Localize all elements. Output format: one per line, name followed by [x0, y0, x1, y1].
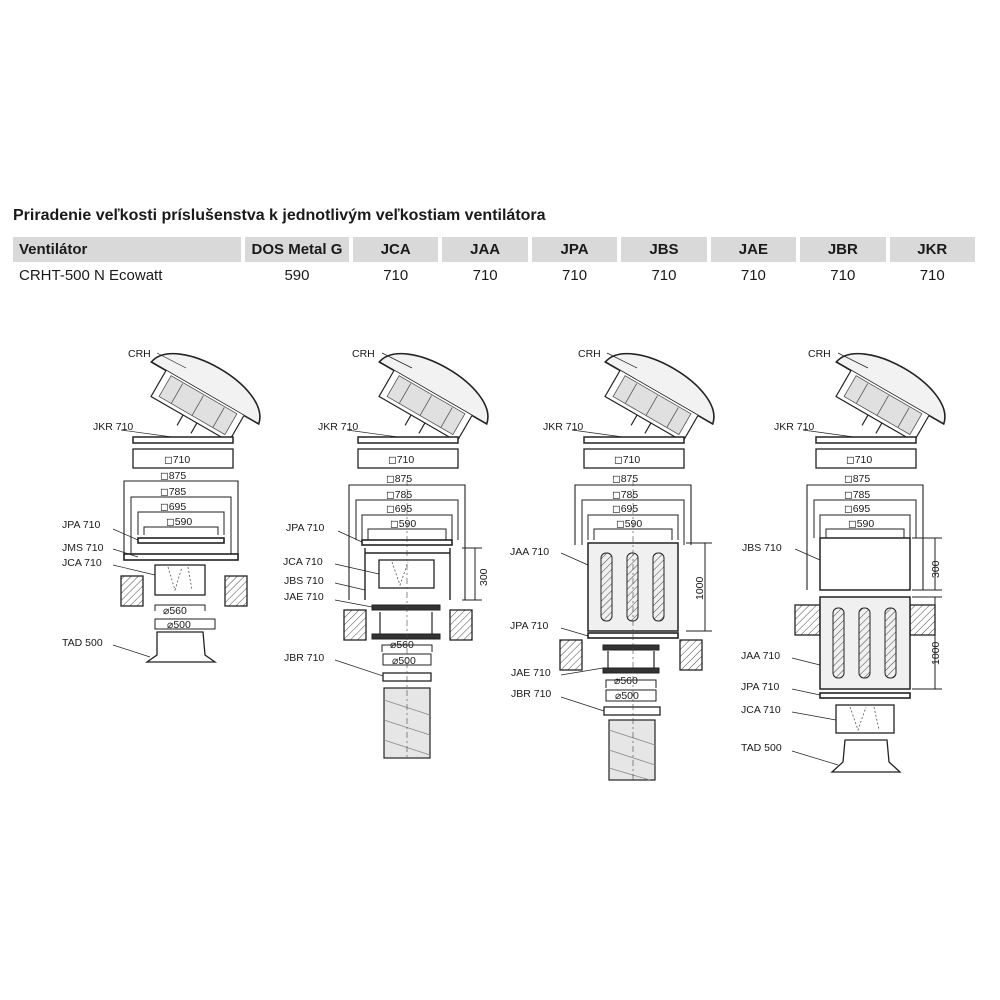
- leader-line: [792, 751, 838, 765]
- label-jae-2: JAE 710: [284, 591, 324, 603]
- dim-785-1: ◻785: [160, 486, 187, 498]
- dim-785-4: ◻785: [844, 489, 871, 501]
- jpa-plate-4: [820, 693, 910, 698]
- dim-bracket-590-4: [826, 529, 904, 538]
- leader-line: [792, 689, 820, 695]
- diagram-2: [283, 337, 501, 760]
- header-jkr: JKR: [890, 237, 975, 262]
- label-jca-1: JCA 710: [62, 557, 102, 569]
- leader-line: [561, 697, 604, 711]
- label-tad-1: TAD 500: [62, 637, 103, 649]
- label-jaa-4: JAA 710: [741, 650, 781, 662]
- header-jca: JCA: [353, 237, 438, 262]
- dim-875-2: ◻875: [386, 473, 413, 485]
- leader-line: [335, 660, 383, 676]
- dim-875-1: ◻875: [160, 470, 187, 482]
- label-jae-3: JAE 710: [511, 667, 551, 679]
- silencer-baffle: [859, 608, 870, 678]
- dim-500-3: ⌀500: [615, 690, 639, 702]
- dim-785-2: ◻785: [386, 489, 413, 501]
- dim-590-3: ◻590: [616, 518, 643, 530]
- label-jca-2: JCA 710: [283, 556, 323, 568]
- cell-jbr: 710: [830, 266, 856, 284]
- silencer-baffle: [601, 553, 612, 621]
- leader-line: [113, 645, 150, 657]
- page-title: Priradenie veľkosti príslušenstva k jednotlivým veľkostiam ventilátora: [13, 207, 546, 224]
- label-jca-4: JCA 710: [741, 704, 781, 716]
- leader-line: [792, 712, 836, 720]
- roof-left-1: [121, 576, 143, 606]
- label-jpa-2: JPA 710: [286, 522, 325, 534]
- header-jae: JAE: [711, 237, 796, 262]
- label-jbs-4: JBS 710: [742, 542, 782, 554]
- leader-line: [335, 583, 365, 590]
- jca-damper-4: [836, 705, 894, 733]
- tad-nozzle-4: [832, 740, 900, 772]
- roof-left-3: [560, 640, 582, 670]
- dim-1000-4: 1000: [930, 641, 942, 665]
- jae-bottom-3: [603, 668, 659, 673]
- dim-560-3: ⌀560: [614, 675, 638, 687]
- dim-560-2: ⌀560: [390, 639, 414, 651]
- cell-jaa: 710: [472, 266, 498, 284]
- jms-plate-1: [124, 554, 238, 560]
- label-jpa-4: JPA 710: [741, 681, 780, 693]
- silencer-baffle: [627, 553, 638, 621]
- leader-line: [335, 564, 379, 574]
- dim-695-3: ◻695: [612, 503, 639, 515]
- dim-560-1: ⌀560: [163, 605, 187, 617]
- jkr-plate-3: [584, 437, 684, 443]
- tad-nozzle-1: [147, 632, 215, 662]
- jkr-plate-1: [133, 437, 233, 443]
- dim-710-1: ◻710: [164, 454, 191, 466]
- label-jaa-3: JAA 710: [510, 546, 550, 558]
- label-crh-3: CRH: [578, 348, 601, 360]
- header-ventilator: Ventilátor: [13, 237, 241, 262]
- cell-jae: 710: [740, 266, 766, 284]
- label-jbs-2: JBS 710: [284, 575, 324, 587]
- label-jbr-2: JBR 710: [284, 652, 325, 664]
- jbs-box-4: [820, 538, 910, 590]
- dim-590-1: ◻590: [166, 516, 193, 528]
- dim-500-1: ⌀500: [167, 619, 191, 631]
- label-jkr-4: JKR 710: [774, 421, 815, 433]
- label-jkr-1: JKR 710: [93, 421, 134, 433]
- dim-875-3: ◻875: [612, 473, 639, 485]
- header-jpa: JPA: [532, 237, 617, 262]
- roof-left-4: [795, 605, 820, 635]
- leader-line: [561, 628, 588, 636]
- leader-line: [335, 600, 372, 607]
- label-jpa-1: JPA 710: [62, 519, 101, 531]
- dim-785-3: ◻785: [612, 489, 639, 501]
- duct-3: [609, 720, 655, 780]
- dim-710-4: ◻710: [846, 454, 873, 466]
- cell-jca: 710: [383, 266, 409, 284]
- label-crh-1: CRH: [128, 348, 151, 360]
- cell-jbs: 710: [651, 266, 677, 284]
- label-tad-4: TAD 500: [741, 742, 782, 754]
- silencer-baffle: [833, 608, 844, 678]
- leader-line: [792, 658, 820, 665]
- label-jms-1: JMS 710: [62, 542, 104, 554]
- cell-jpa: 710: [562, 266, 588, 284]
- dim-590-4: ◻590: [848, 518, 875, 530]
- cell-fan-model: CRHT-500 N Ecowatt: [19, 266, 163, 284]
- jkr-plate-2: [358, 437, 458, 443]
- silencer-baffle: [885, 608, 896, 678]
- dim-875-4: ◻875: [844, 473, 871, 485]
- cell-dos-metal-g: 590: [284, 266, 310, 284]
- dim-695-2: ◻695: [386, 503, 413, 515]
- roof-left-2: [344, 610, 366, 640]
- dim-710-2: ◻710: [388, 454, 415, 466]
- label-crh-4: CRH: [808, 348, 831, 360]
- dim-1000-3: 1000: [694, 576, 706, 600]
- dim-590-2: ◻590: [390, 518, 417, 530]
- roof-right-1: [225, 576, 247, 606]
- roof-right-3: [680, 640, 702, 670]
- dim-695-1: ◻695: [160, 501, 187, 513]
- header-jbr: JBR: [800, 237, 885, 262]
- roof-right-2: [450, 610, 472, 640]
- diagram-4: [741, 337, 958, 772]
- dim-695-4: ◻695: [844, 503, 871, 515]
- diagram-3: [510, 337, 727, 782]
- label-jbr-3: JBR 710: [511, 688, 552, 700]
- label-crh-2: CRH: [352, 348, 375, 360]
- label-jkr-3: JKR 710: [543, 421, 584, 433]
- label-jpa-3: JPA 710: [510, 620, 549, 632]
- cell-jkr: 710: [919, 266, 945, 284]
- jbr-sleeve-3: [604, 707, 660, 715]
- jkr-plate-4: [816, 437, 916, 443]
- label-jkr-2: JKR 710: [318, 421, 359, 433]
- diagram-1: [62, 337, 273, 662]
- jae-top-2: [372, 605, 440, 610]
- jca-damper-2: [379, 560, 434, 588]
- dim-300-4: 300: [930, 560, 942, 578]
- leader-line: [561, 553, 588, 565]
- jae-top-3: [603, 645, 659, 650]
- dim-500-2: ⌀500: [392, 655, 416, 667]
- jpa-plate-1: [138, 538, 224, 543]
- dim-300-2: 300: [478, 568, 490, 586]
- dim-710-3: ◻710: [614, 454, 641, 466]
- jca-damper-1: [155, 565, 205, 595]
- leader-line: [113, 529, 138, 540]
- leader-line: [113, 565, 155, 575]
- silencer-baffle: [653, 553, 664, 621]
- header-jbs: JBS: [621, 237, 706, 262]
- dim-bracket-590-1: [144, 527, 218, 535]
- header-jaa: JAA: [442, 237, 527, 262]
- leader-line: [338, 531, 362, 542]
- header-dos-metal-g: DOS Metal G: [245, 237, 349, 262]
- roof-right-4: [910, 605, 935, 635]
